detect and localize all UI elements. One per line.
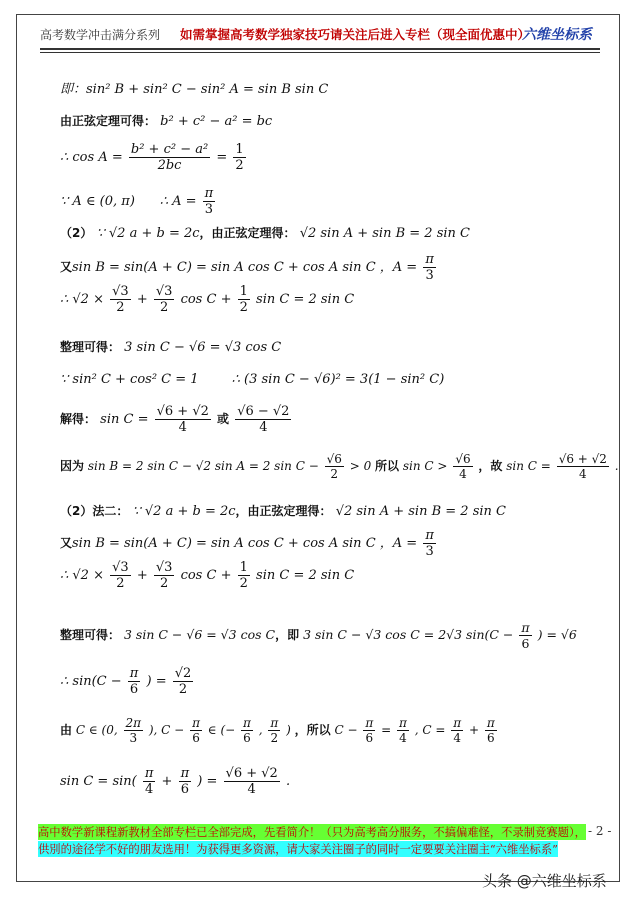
step-text: 又 (60, 536, 73, 550)
footer-promo-line-2: 供別的途径学不好的朋友选用！为获得更多资源，请大家关注圈子的同时一定要要关注圈主“六维坐标系” (38, 843, 558, 856)
denominator: 2 (178, 682, 188, 697)
numerator: √6 + √2 (558, 452, 607, 466)
equation: √2 sin A + sin B = 2 sin C (335, 504, 506, 519)
equation-part: ∈ (− (207, 723, 236, 737)
fraction (124, 716, 144, 745)
denominator: 6 (486, 731, 495, 745)
equation-part: ∴ √2 × (60, 568, 104, 583)
solution-line-10 (60, 404, 293, 435)
step-text: 又 (60, 260, 73, 274)
denominator: 2 (330, 467, 339, 481)
equation-part: , (258, 723, 263, 737)
step-text: ，即 (275, 628, 300, 642)
numerator: π (486, 716, 495, 730)
denominator: 3 (129, 731, 138, 745)
equation: √2 sin A + sin B = 2 sin C (299, 226, 470, 241)
equation-part: sin C = (100, 412, 149, 427)
solution-line-16 (60, 666, 195, 697)
equation: sin B = sin(A + C) = sin A cos C + cos A sin C ，A = (72, 260, 418, 275)
fraction (179, 766, 192, 797)
fraction (233, 142, 245, 173)
denominator: 6 (521, 636, 530, 651)
fraction (557, 452, 609, 481)
numerator: 1 (239, 560, 248, 575)
footer-promo-line-1: 高中数学新课程新教材全部专栏已全部完成，先看简介！（只为高考高分服务，不搞偏难怪，不录制竞赛题）， (38, 826, 586, 839)
watermark: 头条 @六维坐标系 (482, 872, 607, 890)
solution-line-3 (60, 142, 248, 173)
solution-line-5 (60, 224, 470, 241)
fraction (154, 284, 175, 315)
part-label: （2）法二： (60, 504, 129, 518)
denominator: 3 (425, 268, 434, 283)
fraction (224, 766, 280, 797)
equation-part: ∴ cos A = (60, 150, 123, 165)
denominator: 4 (144, 782, 154, 797)
denominator: 2 (270, 731, 279, 745)
equation: ∵ sin² C + cos² C = 1 (60, 372, 199, 387)
denominator: 4 (453, 731, 461, 745)
equation: 3 sin C − √6 = √3 cos C (124, 627, 276, 642)
equation-part: = (381, 723, 392, 737)
equation-part: sin C = 2 sin C (256, 568, 355, 583)
equation-part: = (216, 150, 228, 165)
equation-part: + (136, 292, 148, 307)
numerator: 1 (239, 284, 248, 299)
equation-part: sin B = 2 sin C − √2 sin A = 2 sin C − (87, 459, 319, 473)
promo-text: 如需掌握高考数学独家技巧请关注后进入专栏（现全面优惠中） (180, 27, 531, 42)
equation-part: C ∈ (0, (75, 723, 118, 737)
equation-part: ∵ A ∈ (0, π) (60, 194, 135, 209)
solution-line-15 (60, 620, 577, 651)
fraction (241, 716, 253, 745)
numerator: π (425, 252, 434, 267)
equation: sin B = sin(A + C) = sin A cos C + cos A sin C ，A = (72, 536, 418, 551)
fraction (190, 716, 202, 745)
numerator: √2 (174, 666, 192, 681)
solution-line-4 (60, 186, 217, 217)
denominator: 2 (116, 576, 125, 591)
numerator: √6 (455, 452, 471, 466)
numerator: π (425, 528, 434, 543)
fraction (519, 620, 531, 651)
equation: 3 sin C − √6 = √3 cos C (124, 340, 282, 355)
solution-line-14 (60, 560, 354, 591)
step-label: 整理可得： (60, 628, 121, 642)
solution-line-17 (60, 716, 499, 745)
denominator: 6 (365, 731, 374, 745)
denominator: 6 (180, 782, 189, 797)
equation-part: ) = (197, 774, 218, 789)
equation-part: ) = (146, 674, 167, 689)
equation: ∴ (3 sin C − √6)² = 3(1 − sin² C) (231, 372, 445, 387)
numerator: 1 (235, 142, 244, 157)
fraction (128, 666, 141, 697)
equation-part: sin C = (506, 459, 551, 473)
numerator: √6 + √2 (225, 766, 278, 781)
brand-name: 六维坐标系 (522, 27, 592, 43)
numerator: π (243, 716, 251, 730)
fraction (143, 766, 156, 797)
numerator: π (270, 716, 279, 730)
equation: ∵ √2 a + b = 2c (96, 226, 200, 241)
solution-line-13 (60, 528, 438, 559)
equation-part: ), C − (148, 723, 185, 737)
step-text: 所以 (375, 459, 400, 473)
solution-line-2 (60, 112, 272, 129)
equation-part: cos C + (180, 292, 232, 307)
numerator: π (365, 716, 374, 730)
equation: b² + c² − a² = bc (160, 114, 273, 129)
numerator: √6 (326, 452, 342, 466)
numerator: √3 (155, 560, 173, 575)
equation-part: sin C = sin( (60, 774, 137, 789)
numerator: √6 − √2 (237, 404, 290, 419)
step-text: ，故 (478, 459, 503, 473)
numerator: b² + c² − a² (130, 142, 209, 157)
numerator: √6 + √2 (156, 404, 209, 419)
step-text: ，由正弦定理得： (235, 504, 332, 518)
fraction (325, 452, 344, 481)
page-number: - 2 - (588, 824, 612, 838)
equation-part: + (468, 723, 480, 737)
numerator: π (453, 716, 462, 730)
equation-part: + (136, 568, 148, 583)
fraction (238, 560, 250, 591)
equation-part: . (614, 459, 619, 473)
equation-part: ) = √6 (537, 627, 577, 642)
equation-part: , C = (414, 723, 446, 737)
fraction (238, 284, 250, 315)
solution-line-9 (60, 372, 444, 387)
numerator: 2π (125, 716, 142, 730)
step-label: 由正弦定理可得： (60, 114, 157, 128)
equation-part: > 0 (349, 459, 372, 473)
numerator: π (192, 716, 200, 730)
solution-line-7 (60, 284, 354, 315)
equation: ∵ √2 a + b = 2c (132, 504, 236, 519)
header-rule (40, 48, 600, 50)
solution-line-11 (60, 452, 619, 481)
denominator: 6 (243, 731, 251, 745)
step-text: ，由正弦定理得： (199, 226, 296, 240)
series-title: 高考数学冲击满分系列 (40, 28, 161, 42)
fraction (423, 252, 436, 283)
fraction (173, 666, 194, 697)
fraction (423, 528, 436, 559)
equation: 即：sin² B + sin² C − sin² A = sin B sin C (60, 82, 329, 97)
fraction (129, 142, 210, 173)
fraction (235, 404, 291, 435)
step-label: 解得： (60, 412, 97, 426)
equation-part: ) (286, 723, 291, 737)
numerator: π (129, 666, 139, 681)
step-text: ，所以 (294, 723, 331, 737)
numerator: π (521, 620, 530, 635)
fraction (110, 560, 131, 591)
fraction (268, 716, 280, 745)
denominator: 3 (425, 544, 434, 559)
denominator: 4 (459, 467, 467, 481)
solution-line-8 (60, 338, 281, 355)
fraction (203, 186, 216, 217)
denominator: 2 (239, 576, 248, 591)
fraction (451, 716, 463, 745)
numerator: π (144, 766, 154, 781)
fraction (453, 452, 472, 481)
equation-part: ∴ √2 × (60, 292, 104, 307)
denominator: 4 (578, 467, 587, 481)
denominator: 4 (247, 782, 256, 797)
denominator: 2 (160, 300, 169, 315)
page-header (40, 24, 600, 46)
denominator: 6 (129, 682, 139, 697)
numerator: √3 (112, 284, 129, 299)
denominator: 6 (192, 731, 200, 745)
denominator: 4 (178, 420, 187, 435)
step-text: 或 (217, 412, 230, 426)
header-rule-thin (40, 52, 600, 53)
numerator: π (204, 186, 214, 201)
step-text: 由 (60, 723, 73, 737)
step-text: 因为 (60, 459, 85, 473)
denominator: 3 (204, 202, 214, 217)
equation-part: . (285, 774, 291, 789)
promo-footer (38, 824, 586, 858)
solution-line-1 (60, 78, 328, 97)
denominator: 2 (235, 158, 244, 173)
solution-line-12 (60, 502, 506, 519)
equation-part: cos C + (180, 568, 232, 583)
fraction (155, 404, 211, 435)
numerator: π (399, 716, 407, 730)
denominator: 2bc (157, 158, 182, 173)
denominator: 2 (239, 300, 248, 315)
fraction (397, 716, 409, 745)
denominator: 4 (399, 731, 407, 745)
equation-part: ∴ sin(C − (60, 674, 122, 689)
numerator: π (180, 766, 190, 781)
denominator: 2 (160, 576, 169, 591)
numerator: √3 (112, 560, 129, 575)
equation-part: sin C > (402, 459, 448, 473)
fraction (110, 284, 131, 315)
fraction (485, 716, 497, 745)
solution-line-18 (60, 766, 290, 797)
equation-part: sin C = 2 sin C (256, 292, 355, 307)
solution-line-6 (60, 252, 438, 283)
equation-part: 3 sin C − √3 cos C = 2√3 sin(C − (303, 627, 514, 642)
fraction (154, 560, 175, 591)
denominator: 2 (116, 300, 125, 315)
equation-part: + (161, 774, 173, 789)
equation-part: ∴ A = (159, 194, 197, 209)
numerator: √3 (155, 284, 173, 299)
step-label: 整理可得： (60, 340, 121, 354)
fraction (363, 716, 375, 745)
denominator: 4 (259, 420, 268, 435)
equation-part: C − (334, 723, 358, 737)
part-label: （2） (60, 226, 93, 240)
